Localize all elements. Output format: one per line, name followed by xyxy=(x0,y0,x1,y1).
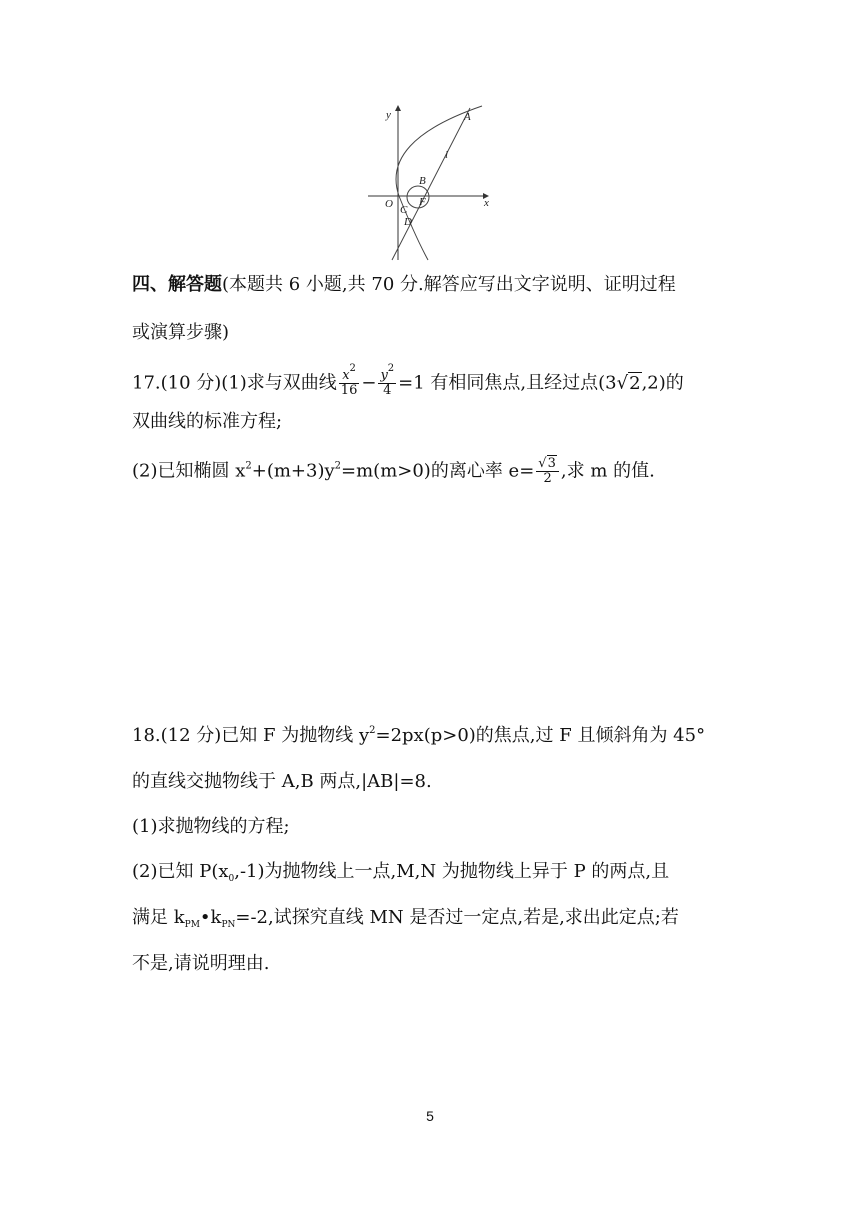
point-b-label: B xyxy=(419,175,426,187)
section-title: 四、解答题 xyxy=(132,274,222,295)
q17-mid: =1 有相同焦点,且经过点(3 xyxy=(398,372,617,394)
q18-line-2: 的直线交抛物线于 A,B 两点,|AB|=8. xyxy=(132,771,432,792)
q17-eccentricity-frac: $\frac{√3}{2}$ xyxy=(536,457,559,486)
q17-frac-1: $\frac{x^2}{16}$ xyxy=(340,363,358,398)
line-l xyxy=(392,108,470,260)
q17-sqrt: √2 xyxy=(616,372,641,394)
origin-label: O xyxy=(385,198,393,210)
q17-minus: − xyxy=(361,372,377,394)
point-a-label: A xyxy=(464,111,471,123)
q17-prefix: 17.(10 分)(1)求与双曲线 xyxy=(132,372,337,394)
section-header xyxy=(132,273,676,297)
section-desc-1: (本题共 6 小题,共 70 分.解答应写出文字说明、证明过程 xyxy=(222,274,676,295)
parabola-curve xyxy=(396,106,482,260)
q18-line-1: 18.(12 分)已知 F 为抛物线 $y^2=2px(p>0)$的焦点,过 F 且倾斜角为 45° xyxy=(132,725,706,746)
point-c-label: C xyxy=(400,204,408,216)
parabola-diagram xyxy=(360,96,500,262)
section-desc-2: 或演算步骤) xyxy=(132,322,230,343)
q17-line-1 xyxy=(132,363,684,398)
point-f-label: F xyxy=(419,196,426,208)
x-axis-label: x xyxy=(484,197,489,209)
page-number: 5 xyxy=(426,1108,434,1124)
q17-line-2: 双曲线的标准方程; xyxy=(132,411,283,432)
q17-part-2: (2)已知椭圆 $x^2+(m+3)y^2=m(m>0)$的离心率 e= $\frac{√3}{2}$ ,求 m 的值. xyxy=(132,456,655,486)
q18-line-4: (2)已知 $P(x_0,-1)$为抛物线上一点,M,N 为抛物线上异于 P 的两点,且 xyxy=(132,861,670,884)
q18-line-6: 不是,请说明理由. xyxy=(132,953,270,974)
point-d-label: D xyxy=(404,216,412,228)
line-l-label: l xyxy=(445,149,449,161)
q17-end: ,2)的 xyxy=(641,372,684,394)
q18-line-5: 满足 $k_{PM}•k_{PN}=-2$,试探究直线 MN 是否过一定点,若是,求出此定点;若 xyxy=(132,907,679,930)
y-axis-label: y xyxy=(386,109,391,121)
q18-line-3: (1)求抛物线的方程; xyxy=(132,816,290,837)
parabola-figure xyxy=(360,96,500,262)
q17-frac-2: $\frac{y^2}{4}$ xyxy=(380,363,395,398)
